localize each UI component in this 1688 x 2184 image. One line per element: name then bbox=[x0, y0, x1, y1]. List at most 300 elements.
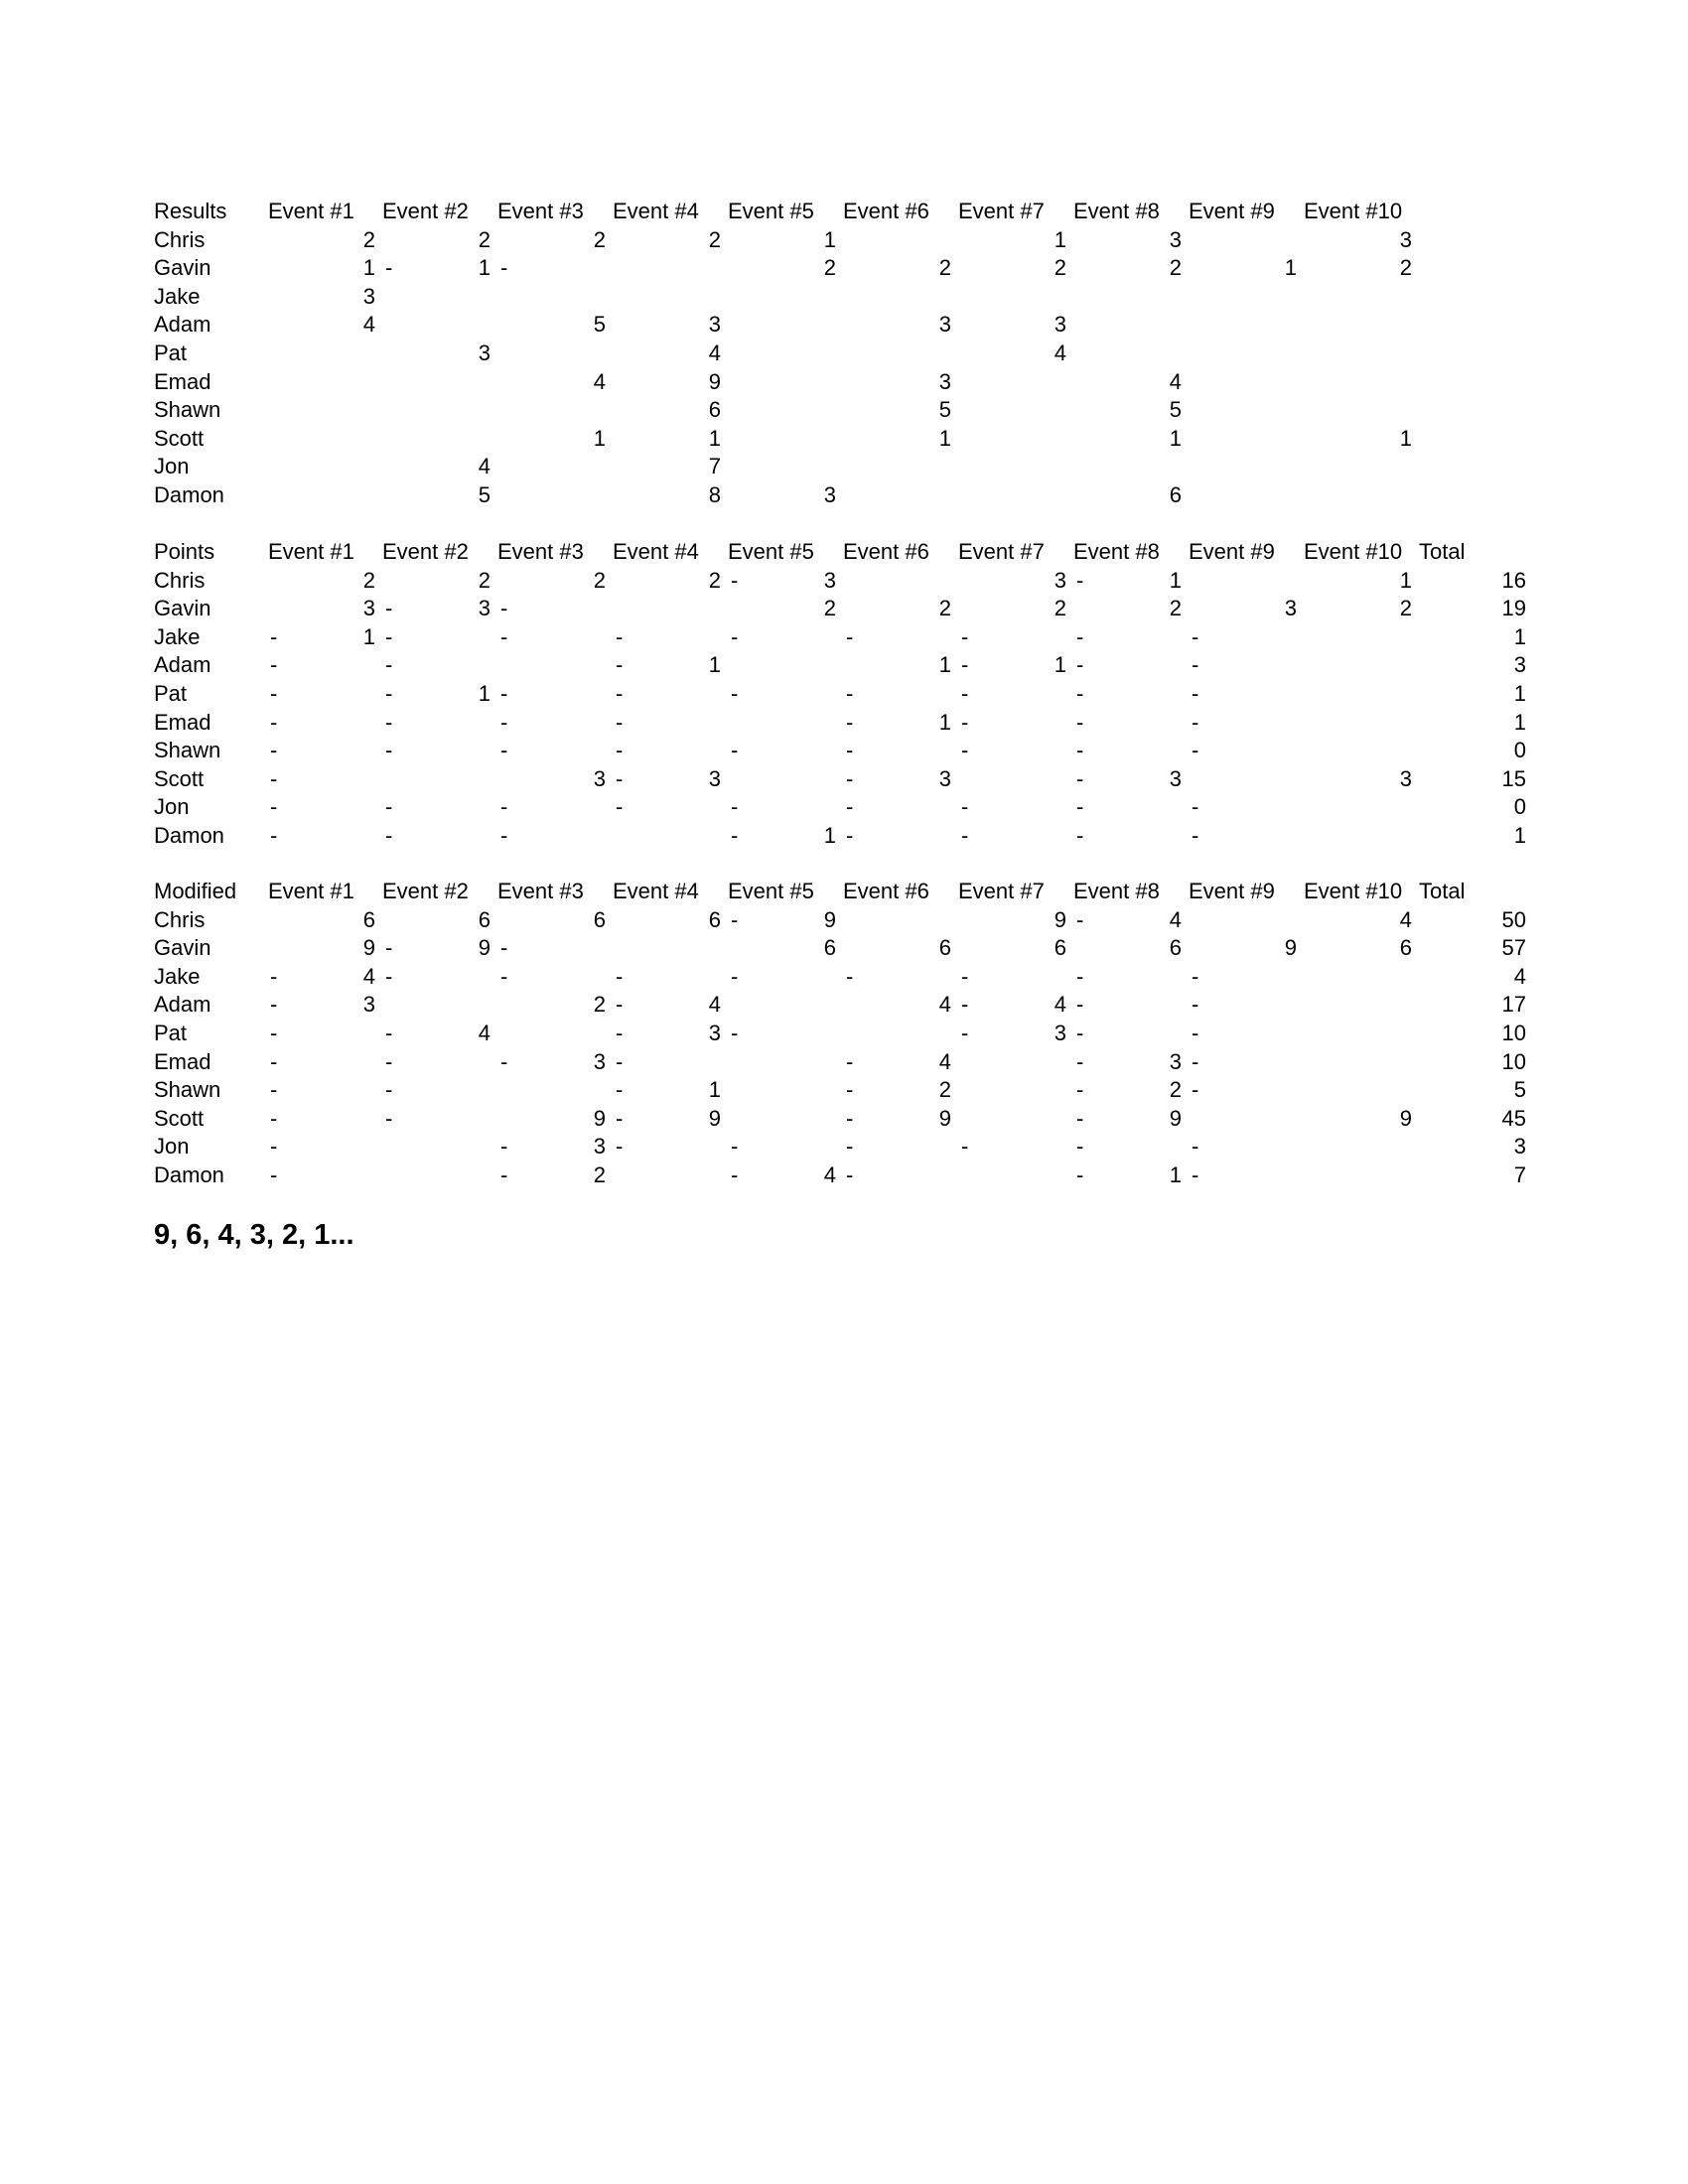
results-cell-value: 3 bbox=[938, 368, 951, 394]
results-row-name: Jon bbox=[154, 454, 190, 479]
modified-cell-value: 3 bbox=[593, 1134, 606, 1160]
results-cell-value: 1 bbox=[938, 425, 951, 451]
modified-cell-value: 1 bbox=[708, 1077, 721, 1103]
modified-cell-dash: - bbox=[1192, 963, 1199, 989]
points-cell-value: 2 bbox=[362, 567, 375, 593]
results-row-name: Gavin bbox=[154, 255, 211, 281]
results-cell-value: 1 bbox=[362, 255, 375, 281]
points-event-header: Event #4 bbox=[613, 539, 699, 564]
points-row-total: 3 bbox=[1513, 652, 1526, 678]
results-row-name: Chris bbox=[154, 226, 206, 252]
modified-cell-value: 9 bbox=[362, 935, 375, 961]
modified-cell-value: 6 bbox=[478, 906, 491, 932]
points-cell-dash: - bbox=[270, 794, 278, 820]
points-cell-dash: - bbox=[846, 738, 854, 763]
modified-event-header: Event #4 bbox=[613, 879, 699, 903]
modified-cell-value: 2 bbox=[593, 992, 606, 1018]
modified-cell-dash: - bbox=[731, 963, 739, 989]
modified-row-total: 10 bbox=[1501, 1021, 1526, 1045]
points-cell-dash: - bbox=[1076, 765, 1084, 791]
points-cell-value: 2 bbox=[1054, 596, 1066, 621]
modified-cell-dash: - bbox=[846, 1077, 854, 1103]
points-row-total: 0 bbox=[1513, 794, 1526, 820]
points-row-total: 0 bbox=[1513, 738, 1526, 763]
modified-cell-value: 6 bbox=[362, 906, 375, 932]
modified-cell-dash: - bbox=[1192, 992, 1199, 1018]
points-event-header: Event #8 bbox=[1073, 539, 1160, 564]
modified-cell-dash: - bbox=[731, 1162, 739, 1187]
results-cell-value: 1 bbox=[478, 255, 491, 281]
points-cell-dash: - bbox=[270, 709, 278, 735]
modified-cell-dash: - bbox=[270, 1134, 278, 1160]
points-event-header: Event #6 bbox=[843, 539, 929, 564]
results-cell-value: 5 bbox=[938, 397, 951, 423]
points-total-header: Total bbox=[1419, 539, 1466, 564]
points-cell-value: 2 bbox=[823, 596, 836, 621]
results-row-name: Emad bbox=[154, 368, 211, 394]
points-row-name: Jake bbox=[154, 623, 201, 649]
points-event-header: Event #5 bbox=[728, 539, 814, 564]
results-cell-value: 3 bbox=[708, 312, 721, 338]
results-event-header: Event #4 bbox=[613, 199, 699, 223]
modified-event-header: Event #10 bbox=[1304, 879, 1403, 903]
modified-cell-dash: - bbox=[1076, 1077, 1084, 1103]
modified-cell-dash: - bbox=[846, 1105, 854, 1131]
modified-row-total: 5 bbox=[1513, 1077, 1526, 1103]
modified-cell-dash: - bbox=[731, 1134, 739, 1160]
points-cell-value: 3 bbox=[1399, 765, 1412, 791]
points-cell-value: 2 bbox=[478, 567, 491, 593]
modified-cell-value: 4 bbox=[823, 1162, 836, 1187]
modified-cell-value: 4 bbox=[708, 992, 721, 1018]
points-cell-dash: - bbox=[270, 738, 278, 763]
results-cell-value: 3 bbox=[938, 312, 951, 338]
results-cell-value: 2 bbox=[938, 255, 951, 281]
results-cell-value: 3 bbox=[362, 283, 375, 309]
modified-cell-value: 9 bbox=[1284, 935, 1297, 961]
points-cell-dash: - bbox=[1076, 823, 1084, 848]
results-cell-value: 3 bbox=[1399, 226, 1412, 252]
modified-cell-dash: - bbox=[1192, 1162, 1199, 1187]
points-cell-dash: - bbox=[500, 823, 508, 848]
points-cell-dash: - bbox=[385, 738, 393, 763]
points-cell-dash: - bbox=[385, 823, 393, 848]
points-cell-dash: - bbox=[731, 738, 739, 763]
points-cell-dash: - bbox=[500, 709, 508, 735]
results-cell-value: 1 bbox=[1284, 255, 1297, 281]
modified-cell-value: 6 bbox=[1054, 935, 1066, 961]
results-event-header: Event #2 bbox=[382, 199, 469, 223]
results-event-header: Event #7 bbox=[958, 199, 1045, 223]
points-cell-dash: - bbox=[846, 765, 854, 791]
points-cell-value: 2 bbox=[938, 596, 951, 621]
modified-cell-dash: - bbox=[500, 963, 508, 989]
results-cell-value: 2 bbox=[1054, 255, 1066, 281]
modified-cell-dash: - bbox=[616, 1105, 624, 1131]
points-cell-value: 1 bbox=[823, 823, 836, 848]
points-cell-dash: - bbox=[961, 709, 969, 735]
results-cell-value: 5 bbox=[1169, 397, 1182, 423]
points-cell-dash: - bbox=[731, 823, 739, 848]
results-row-name: Pat bbox=[154, 341, 188, 365]
modified-row-name: Emad bbox=[154, 1048, 211, 1074]
modified-row-name: Shawn bbox=[154, 1077, 221, 1103]
results-cell-value: 5 bbox=[593, 312, 606, 338]
modified-cell-dash: - bbox=[1076, 1105, 1084, 1131]
points-row-total: 1 bbox=[1513, 623, 1526, 649]
points-row-name: Damon bbox=[154, 823, 224, 848]
modified-cell-value: 9 bbox=[593, 1105, 606, 1131]
points-cell-dash: - bbox=[270, 623, 278, 649]
modified-cell-value: 6 bbox=[823, 935, 836, 961]
modified-cell-dash: - bbox=[500, 1162, 508, 1187]
results-event-header: Event #1 bbox=[268, 199, 354, 223]
modified-cell-dash: - bbox=[500, 935, 508, 961]
results-cell-value: 4 bbox=[478, 454, 491, 479]
modified-cell-dash: - bbox=[270, 992, 278, 1018]
points-cell-dash: - bbox=[846, 794, 854, 820]
modified-total-header: Total bbox=[1419, 879, 1466, 903]
points-event-header: Event #9 bbox=[1189, 539, 1275, 564]
points-cell-dash: - bbox=[1076, 738, 1084, 763]
modified-event-header: Event #6 bbox=[843, 879, 929, 903]
modified-cell-dash: - bbox=[1076, 963, 1084, 989]
points-event-header: Event #1 bbox=[268, 539, 354, 564]
results-event-header: Event #3 bbox=[497, 199, 584, 223]
results-cell-value: 4 bbox=[362, 312, 375, 338]
points-cell-dash: - bbox=[846, 681, 854, 706]
results-cell-value: 2 bbox=[708, 226, 721, 252]
modified-cell-value: 9 bbox=[708, 1105, 721, 1131]
points-cell-dash: - bbox=[1192, 794, 1199, 820]
modified-cell-value: 6 bbox=[593, 906, 606, 932]
modified-cell-dash: - bbox=[1192, 1021, 1199, 1045]
modified-row-name: Jon bbox=[154, 1134, 190, 1160]
points-cell-value: 1 bbox=[708, 652, 721, 678]
results-cell-value: 1 bbox=[708, 425, 721, 451]
modified-event-header: Event #8 bbox=[1073, 879, 1160, 903]
points-row-name: Gavin bbox=[154, 596, 211, 621]
results-cell-value: 5 bbox=[478, 482, 491, 507]
modified-cell-value: 9 bbox=[478, 935, 491, 961]
results-event-header: Event #8 bbox=[1073, 199, 1160, 223]
modified-cell-dash: - bbox=[385, 935, 393, 961]
modified-row-total: 50 bbox=[1501, 906, 1526, 932]
points-cell-dash: - bbox=[385, 709, 393, 735]
points-cell-dash: - bbox=[616, 738, 624, 763]
modified-cell-dash: - bbox=[270, 1077, 278, 1103]
modified-cell-dash: - bbox=[846, 1134, 854, 1160]
results-cell-value: 2 bbox=[478, 226, 491, 252]
points-cell-value: 1 bbox=[478, 681, 491, 706]
points-cell-dash: - bbox=[1076, 709, 1084, 735]
modified-row-name: Jake bbox=[154, 963, 201, 989]
modified-cell-dash: - bbox=[846, 1162, 854, 1187]
points-cell-value: 1 bbox=[1169, 567, 1182, 593]
points-cell-dash: - bbox=[385, 794, 393, 820]
points-cell-dash: - bbox=[500, 738, 508, 763]
modified-cell-dash: - bbox=[1192, 1048, 1199, 1074]
points-cell-dash: - bbox=[500, 596, 508, 621]
modified-cell-dash: - bbox=[616, 1021, 624, 1045]
modified-cell-dash: - bbox=[616, 992, 624, 1018]
modified-cell-dash: - bbox=[270, 963, 278, 989]
points-cell-dash: - bbox=[961, 823, 969, 848]
modified-cell-value: 3 bbox=[362, 992, 375, 1018]
results-cell-value: 3 bbox=[1169, 226, 1182, 252]
points-row-total: 15 bbox=[1501, 765, 1526, 791]
points-cell-dash: - bbox=[270, 681, 278, 706]
results-cell-value: 2 bbox=[1169, 255, 1182, 281]
modified-cell-value: 3 bbox=[1169, 1048, 1182, 1074]
modified-cell-value: 9 bbox=[1054, 906, 1066, 932]
modified-row-total: 3 bbox=[1513, 1134, 1526, 1160]
results-row-name: Damon bbox=[154, 482, 224, 507]
modified-cell-value: 6 bbox=[938, 935, 951, 961]
points-cell-dash: - bbox=[1076, 652, 1084, 678]
modified-cell-value: 4 bbox=[478, 1021, 491, 1045]
points-cell-dash: - bbox=[616, 765, 624, 791]
points-cell-dash: - bbox=[1076, 794, 1084, 820]
modified-cell-dash: - bbox=[1192, 1077, 1199, 1103]
modified-cell-dash: - bbox=[1076, 906, 1084, 932]
modified-cell-value: 6 bbox=[1399, 935, 1412, 961]
modified-cell-value: 2 bbox=[593, 1162, 606, 1187]
modified-cell-value: 1 bbox=[1169, 1162, 1182, 1187]
modified-cell-dash: - bbox=[846, 963, 854, 989]
modified-cell-dash: - bbox=[731, 906, 739, 932]
points-cell-dash: - bbox=[500, 681, 508, 706]
modified-event-header: Event #2 bbox=[382, 879, 469, 903]
modified-cell-dash: - bbox=[270, 1162, 278, 1187]
modified-event-header: Event #3 bbox=[497, 879, 584, 903]
modified-cell-dash: - bbox=[1076, 1162, 1084, 1187]
modified-cell-dash: - bbox=[1076, 1134, 1084, 1160]
modified-cell-dash: - bbox=[616, 1134, 624, 1160]
results-cell-value: 4 bbox=[593, 368, 606, 394]
modified-row-name: Damon bbox=[154, 1162, 224, 1187]
modified-row-total: 7 bbox=[1513, 1162, 1526, 1187]
points-cell-dash: - bbox=[616, 794, 624, 820]
results-row-name: Jake bbox=[154, 283, 201, 309]
points-cell-dash: - bbox=[846, 709, 854, 735]
results-cell-value: 2 bbox=[823, 255, 836, 281]
modified-cell-value: 4 bbox=[938, 1048, 951, 1074]
points-row-total: 16 bbox=[1501, 567, 1526, 593]
results-cell-value: 2 bbox=[362, 226, 375, 252]
results-cell-value: 2 bbox=[593, 226, 606, 252]
results-cell-value: 1 bbox=[1399, 425, 1412, 451]
results-cell-value: 1 bbox=[1054, 226, 1066, 252]
points-cell-dash: - bbox=[385, 596, 393, 621]
modified-cell-value: 2 bbox=[1169, 1077, 1182, 1103]
points-row-total: 1 bbox=[1513, 681, 1526, 706]
results-cell-dash: - bbox=[500, 255, 508, 281]
modified-cell-value: 6 bbox=[1169, 935, 1182, 961]
points-cell-dash: - bbox=[1192, 709, 1199, 735]
points-cell-value: 2 bbox=[593, 567, 606, 593]
points-row-name: Pat bbox=[154, 681, 188, 706]
points-cell-value: 1 bbox=[938, 709, 951, 735]
modified-row-name: Scott bbox=[154, 1105, 205, 1131]
points-cell-dash: - bbox=[385, 623, 393, 649]
modified-cell-dash: - bbox=[500, 1048, 508, 1074]
results-cell-value: 6 bbox=[1169, 482, 1182, 507]
results-row-name: Shawn bbox=[154, 397, 221, 423]
modified-cell-value: 4 bbox=[1054, 992, 1066, 1018]
modified-event-header: Event #7 bbox=[958, 879, 1045, 903]
results-cell-value: 1 bbox=[1169, 425, 1182, 451]
modified-cell-dash: - bbox=[385, 1105, 393, 1131]
points-event-header: Event #2 bbox=[382, 539, 469, 564]
modified-row-total: 57 bbox=[1501, 935, 1526, 961]
points-cell-dash: - bbox=[1192, 738, 1199, 763]
points-row-total: 19 bbox=[1501, 596, 1526, 621]
points-row-name: Shawn bbox=[154, 738, 221, 763]
points-event-header: Event #7 bbox=[958, 539, 1045, 564]
points-cell-dash: - bbox=[500, 623, 508, 649]
points-cell-value: 3 bbox=[1169, 765, 1182, 791]
results-cell-value: 1 bbox=[593, 425, 606, 451]
points-cell-dash: - bbox=[1192, 623, 1199, 649]
modified-row-total: 45 bbox=[1501, 1105, 1526, 1131]
points-cell-dash: - bbox=[1076, 681, 1084, 706]
points-cell-dash: - bbox=[385, 652, 393, 678]
points-cell-dash: - bbox=[961, 652, 969, 678]
results-cell-value: 4 bbox=[708, 341, 721, 365]
points-cell-dash: - bbox=[961, 623, 969, 649]
modified-cell-dash: - bbox=[616, 1048, 624, 1074]
points-cell-dash: - bbox=[385, 681, 393, 706]
modified-cell-dash: - bbox=[385, 963, 393, 989]
modified-cell-dash: - bbox=[270, 1105, 278, 1131]
modified-cell-value: 4 bbox=[1399, 906, 1412, 932]
modified-event-header: Event #9 bbox=[1189, 879, 1275, 903]
points-cell-value: 2 bbox=[1169, 596, 1182, 621]
modified-cell-value: 6 bbox=[708, 906, 721, 932]
modified-cell-dash: - bbox=[961, 963, 969, 989]
modified-row-total: 4 bbox=[1513, 963, 1526, 989]
results-row-name: Adam bbox=[154, 312, 211, 338]
modified-cell-dash: - bbox=[270, 1048, 278, 1074]
points-cell-value: 3 bbox=[362, 596, 375, 621]
points-cell-dash: - bbox=[616, 652, 624, 678]
points-cell-dash: - bbox=[616, 623, 624, 649]
results-cell-value: 3 bbox=[823, 482, 836, 507]
modified-cell-dash: - bbox=[961, 1021, 969, 1045]
results-event-header: Event #5 bbox=[728, 199, 814, 223]
points-row-total: 1 bbox=[1513, 823, 1526, 848]
modified-row-name: Chris bbox=[154, 906, 206, 932]
results-cell-value: 7 bbox=[708, 454, 721, 479]
modified-cell-dash: - bbox=[731, 1021, 739, 1045]
results-cell-value: 8 bbox=[708, 482, 721, 507]
results-cell-value: 4 bbox=[1054, 341, 1066, 365]
results-cell-value: 4 bbox=[1169, 368, 1182, 394]
modified-row-name: Adam bbox=[154, 992, 211, 1018]
modified-cell-value: 4 bbox=[938, 992, 951, 1018]
points-row-name: Chris bbox=[154, 567, 206, 593]
modified-cell-value: 3 bbox=[593, 1048, 606, 1074]
modified-section-label: Modified bbox=[154, 879, 237, 903]
modified-cell-dash: - bbox=[1076, 1048, 1084, 1074]
points-cell-value: 3 bbox=[823, 567, 836, 593]
modified-cell-value: 9 bbox=[938, 1105, 951, 1131]
points-cell-dash: - bbox=[1192, 681, 1199, 706]
modified-cell-value: 3 bbox=[708, 1021, 721, 1045]
results-event-header: Event #6 bbox=[843, 199, 929, 223]
points-cell-value: 1 bbox=[362, 623, 375, 649]
results-cell-value: 9 bbox=[708, 368, 721, 394]
points-cell-dash: - bbox=[961, 681, 969, 706]
modified-cell-value: 9 bbox=[823, 906, 836, 932]
points-cell-dash: - bbox=[500, 794, 508, 820]
modified-cell-dash: - bbox=[961, 992, 969, 1018]
modified-event-header: Event #1 bbox=[268, 879, 354, 903]
points-cell-value: 2 bbox=[1399, 596, 1412, 621]
points-cell-dash: - bbox=[846, 823, 854, 848]
points-cell-dash: - bbox=[731, 623, 739, 649]
results-row-name: Scott bbox=[154, 425, 205, 451]
modified-cell-dash: - bbox=[385, 1048, 393, 1074]
points-cell-value: 1 bbox=[938, 652, 951, 678]
results-cell-value: 3 bbox=[478, 341, 491, 365]
results-cell-value: 6 bbox=[708, 397, 721, 423]
points-event-header: Event #10 bbox=[1304, 539, 1403, 564]
modified-cell-value: 4 bbox=[1169, 906, 1182, 932]
modified-cell-value: 4 bbox=[362, 963, 375, 989]
points-cell-value: 3 bbox=[593, 765, 606, 791]
modified-row-name: Pat bbox=[154, 1021, 188, 1045]
results-cell-value: 2 bbox=[1399, 255, 1412, 281]
points-cell-value: 3 bbox=[478, 596, 491, 621]
modified-cell-dash: - bbox=[616, 1077, 624, 1103]
results-section-label: Results bbox=[154, 199, 227, 223]
points-cell-value: 3 bbox=[1284, 596, 1297, 621]
modified-cell-value: 2 bbox=[938, 1077, 951, 1103]
modified-cell-dash: - bbox=[961, 1134, 969, 1160]
modified-row-name: Gavin bbox=[154, 935, 211, 961]
points-event-header: Event #3 bbox=[497, 539, 584, 564]
modified-cell-dash: - bbox=[385, 1077, 393, 1103]
points-cell-dash: - bbox=[846, 623, 854, 649]
results-event-header: Event #9 bbox=[1189, 199, 1275, 223]
points-cell-value: 3 bbox=[708, 765, 721, 791]
points-row-name: Jon bbox=[154, 794, 190, 820]
modified-event-header: Event #5 bbox=[728, 879, 814, 903]
points-cell-value: 3 bbox=[938, 765, 951, 791]
modified-row-total: 17 bbox=[1501, 992, 1526, 1018]
points-row-total: 1 bbox=[1513, 709, 1526, 735]
modified-cell-dash: - bbox=[1076, 992, 1084, 1018]
points-cell-dash: - bbox=[1192, 823, 1199, 848]
points-cell-dash: - bbox=[1192, 652, 1199, 678]
points-cell-dash: - bbox=[731, 794, 739, 820]
modified-cell-dash: - bbox=[385, 1021, 393, 1045]
modified-row-total: 10 bbox=[1501, 1048, 1526, 1074]
points-cell-dash: - bbox=[270, 652, 278, 678]
points-cell-value: 3 bbox=[1054, 567, 1066, 593]
results-event-header: Event #10 bbox=[1304, 199, 1403, 223]
modified-cell-dash: - bbox=[500, 1134, 508, 1160]
points-row-name: Emad bbox=[154, 709, 211, 735]
points-cell-dash: - bbox=[731, 567, 739, 593]
points-section-label: Points bbox=[154, 539, 215, 564]
modified-cell-dash: - bbox=[1192, 1134, 1199, 1160]
points-cell-dash: - bbox=[961, 794, 969, 820]
results-cell-value: 1 bbox=[823, 226, 836, 252]
modified-cell-dash: - bbox=[616, 963, 624, 989]
